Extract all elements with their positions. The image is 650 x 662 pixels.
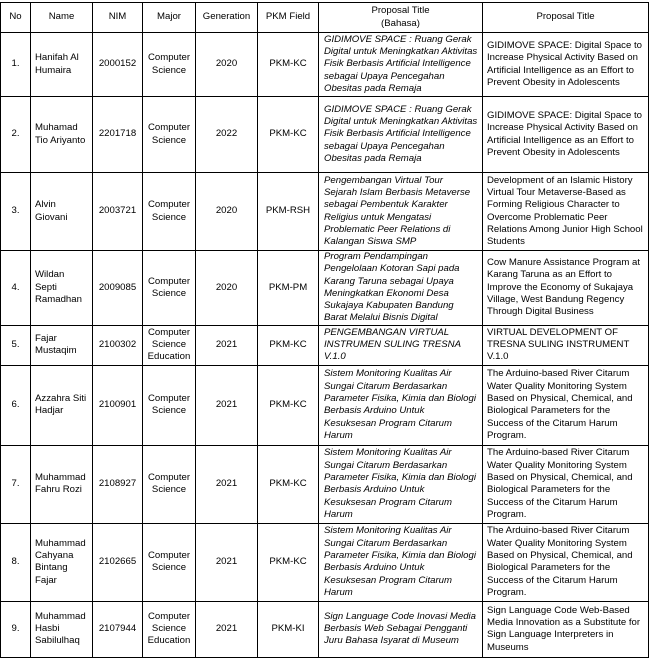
cell-generation: 2020 <box>196 33 258 97</box>
cell-name: Muhammad Fahru Rozi <box>31 445 93 523</box>
cell-generation: 2020 <box>196 173 258 251</box>
table-body <box>1 33 649 658</box>
cell-nim: 2100302 <box>93 325 143 365</box>
cell-proposal-title-bahasa: Sistem Monitoring Kualitas Air Sungai Citarum Berdasarkan Parameter Fisika, Kimia dan Biologi Berbasis Arduino Untuk Kesuksesan Program Citarum Harum <box>319 365 483 445</box>
cell-nim: 2108927 <box>93 445 143 523</box>
cell-generation: 2021 <box>196 365 258 445</box>
cell-proposal-title-bahasa: PENGEMBANGAN VIRTUAL INSTRUMEN SULING TRESNA V.1.0 <box>319 325 483 365</box>
cell-name: Muhamad Tio Ariyanto <box>31 97 93 173</box>
cell-proposal-title-bahasa: GIDIMOVE SPACE : Ruang Gerak Digital untuk Meningkatkan Aktivitas Fisik Berbasis Artificial Intelligence sebagai Upaya Pencegahan Obesitas pada Remaja <box>319 97 483 173</box>
table-header <box>1 3 649 33</box>
cell-nim: 2102665 <box>93 523 143 601</box>
header-major: Major <box>143 3 196 33</box>
cell-name: Hanifah Al Humaira <box>31 33 93 97</box>
cell-proposal-title-bahasa: Sistem Monitoring Kualitas Air Sungai Citarum Berdasarkan Parameter Fisika, Kimia dan Biologi Berbasis Arduino Untuk Kesuksesan Program Citarum Harum <box>319 523 483 601</box>
cell-name: Alvin Giovani <box>31 173 93 251</box>
cell-major: Computer Science <box>143 445 196 523</box>
table-row <box>1 523 649 601</box>
cell-proposal-title: Sign Language Code Web-Based Media Innovation as a Substitute for Sign Language Interpreters in Museums <box>483 601 649 657</box>
cell-nim: 2201718 <box>93 97 143 173</box>
cell-generation: 2022 <box>196 97 258 173</box>
cell-major: Computer Science <box>143 97 196 173</box>
cell-no: 1. <box>1 33 31 97</box>
cell-no: 5. <box>1 325 31 365</box>
cell-nim: 2000152 <box>93 33 143 97</box>
header-no: No <box>1 3 31 33</box>
cell-proposal-title: VIRTUAL DEVELOPMENT OF TRESNA SULING INSTRUMENT V.1.0 <box>483 325 649 365</box>
cell-proposal-title-bahasa: Sign Language Code Inovasi Media Berbasis Web Sebagai Pengganti Juru Bahasa Isyarat di Museum <box>319 601 483 657</box>
cell-proposal-title: GIDIMOVE SPACE: Digital Space to Increase Physical Activity Based on Artificial Intelligence as an Effort to Prevent Obesity in Adolescents <box>483 97 649 173</box>
cell-proposal-title-bahasa: Pengembangan Virtual Tour Sejarah Islam Berbasis Metaverse sebagai Pembentuk Karakter Religius untuk Mengatasi Problematic Peer Relations di Kalangan Siswa SMP <box>319 173 483 251</box>
cell-proposal-title: The Arduino-based River Citarum Water Quality Monitoring System Based on Physical, Chemical, and Biological Parameters for the Success of the Citarum Harum Program. <box>483 445 649 523</box>
cell-nim: 2009085 <box>93 251 143 326</box>
cell-generation: 2021 <box>196 325 258 365</box>
header-nim: NIM <box>93 3 143 33</box>
table-row <box>1 173 649 251</box>
cell-pkm-field: PKM-KC <box>258 445 319 523</box>
cell-pkm-field: PKM-PM <box>258 251 319 326</box>
header-proposal-title: Proposal Title <box>483 3 649 33</box>
table-row <box>1 365 649 445</box>
cell-pkm-field: PKM-KC <box>258 523 319 601</box>
cell-no: 7. <box>1 445 31 523</box>
cell-name: Azzahra Siti Hadjar <box>31 365 93 445</box>
cell-pkm-field: PKM-KC <box>258 365 319 445</box>
cell-nim: 2003721 <box>93 173 143 251</box>
cell-major: Computer Science Education <box>143 601 196 657</box>
cell-major: Computer Science <box>143 173 196 251</box>
cell-name: Wildan Septi Ramadhan <box>31 251 93 326</box>
header-row <box>1 3 649 33</box>
cell-proposal-title: The Arduino-based River Citarum Water Quality Monitoring System Based on Physical, Chemical, and Biological Parameters for the Success of the Citarum Harum Program. <box>483 365 649 445</box>
cell-pkm-field: PKM-KC <box>258 33 319 97</box>
cell-pkm-field: PKM-RSH <box>258 173 319 251</box>
cell-major: Computer Science <box>143 365 196 445</box>
table-row <box>1 33 649 97</box>
table-row <box>1 325 649 365</box>
header-name: Name <box>31 3 93 33</box>
table-row <box>1 97 649 173</box>
pkm-proposals-table <box>0 2 649 658</box>
cell-nim: 2107944 <box>93 601 143 657</box>
table-row <box>1 445 649 523</box>
cell-proposal-title: GIDIMOVE SPACE: Digital Space to Increase Physical Activity Based on Artificial Intelligence as an Effort to Prevent Obesity in Adolescents <box>483 33 649 97</box>
cell-major: Computer Science <box>143 33 196 97</box>
cell-no: 8. <box>1 523 31 601</box>
cell-major: Computer Science <box>143 523 196 601</box>
header-proposal-title-bahasa <box>319 3 483 33</box>
header-generation: Generation <box>196 3 258 33</box>
cell-pkm-field: PKM-KC <box>258 325 319 365</box>
table-row <box>1 601 649 657</box>
cell-proposal-title: Development of an Islamic History Virtual Tour Metaverse-Based as Forming Religious Character to Overcome Problematic Peer Relations Among Junior High School Students <box>483 173 649 251</box>
cell-proposal-title: Cow Manure Assistance Program at Karang Taruna as an Effort to Improve the Economy of Sukajaya Village, West Bandung Regency Through Digital Business <box>483 251 649 326</box>
cell-generation: 2021 <box>196 445 258 523</box>
header-title-bahasa-line1: Proposal Title <box>371 5 430 17</box>
cell-name: Fajar Mustaqim <box>31 325 93 365</box>
cell-generation: 2021 <box>196 601 258 657</box>
header-pkm-field: PKM Field <box>258 3 319 33</box>
cell-name: Muhammad Cahyana Bintang Fajar <box>31 523 93 601</box>
table-row <box>1 251 649 326</box>
cell-pkm-field: PKM-KC <box>258 97 319 173</box>
cell-no: 9. <box>1 601 31 657</box>
cell-proposal-title-bahasa: GIDIMOVE SPACE : Ruang Gerak Digital untuk Meningkatkan Aktivitas Fisik Berbasis Artificial Intelligence sebagai Upaya Pencegahan Obesitas pada Remaja <box>319 33 483 97</box>
cell-pkm-field: PKM-KI <box>258 601 319 657</box>
cell-nim: 2100901 <box>93 365 143 445</box>
cell-no: 3. <box>1 173 31 251</box>
cell-proposal-title-bahasa: Program Pendampingan Pengelolaan Kotoran Sapi pada Karang Taruna sebagai Upaya Meningkatkan Ekonomi Desa Sukajaya Kabupaten Bandung Barat Melalui Bisnis Digital <box>319 251 483 326</box>
header-title-bahasa-line2: (Bahasa) <box>381 17 420 29</box>
cell-proposal-title: The Arduino-based River Citarum Water Quality Monitoring System Based on Physical, Chemical, and Biological Parameters for the Success of the Citarum Harum Program. <box>483 523 649 601</box>
cell-no: 4. <box>1 251 31 326</box>
cell-name: Muhammad Hasbi Sabilulhaq <box>31 601 93 657</box>
cell-no: 6. <box>1 365 31 445</box>
cell-generation: 2021 <box>196 523 258 601</box>
cell-proposal-title-bahasa: Sistem Monitoring Kualitas Air Sungai Citarum Berdasarkan Parameter Fisika, Kimia dan Biologi Berbasis Arduino Untuk Kesuksesan Program Citarum Harum <box>319 445 483 523</box>
cell-major: Computer Science <box>143 251 196 326</box>
cell-no: 2. <box>1 97 31 173</box>
cell-major: Computer Science Education <box>143 325 196 365</box>
cell-generation: 2020 <box>196 251 258 326</box>
